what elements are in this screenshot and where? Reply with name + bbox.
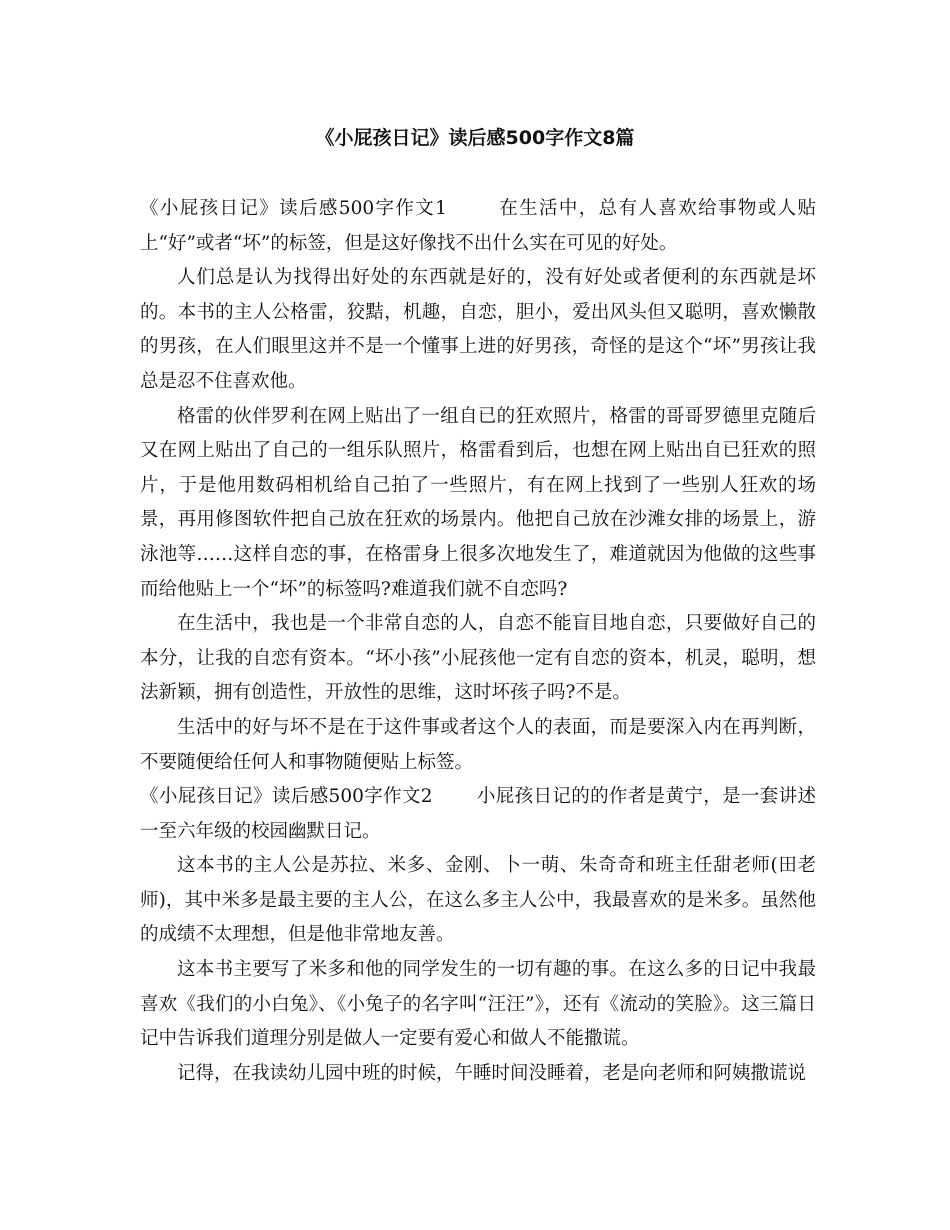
essay-2-heading: 《小屁孩日记》读后感500字作文2	[140, 786, 433, 808]
essay-2-paragraph-3: 记得，在我读幼儿园中班的时候，午睡时间没睡着，老是向老师和阿姨撒谎说	[177, 1062, 807, 1084]
essay-2-paragraph-1: 这本书的主人公是苏拉、米多、金刚、卜一萌、朱奇奇和班主任甜老师(田老师)，其中米多是最主要的主人公，在这么多主人公中，我最喜欢的是米多。虽然他的成绩不太理想，但是他非常地友善。	[140, 855, 816, 946]
essay-2-paragraph-2: 这本书主要写了米多和他的同学发生的一切有趣的事。在这么多的日记中我最喜欢《我们的小白兔》、《小兔子的名字叫“汪汪”》，还有《流动的笑脸》。这三篇日记中告诉我们道理分别是做人一定要有爱心和做人不能撒谎。	[140, 959, 816, 1050]
essay-1-paragraph-4: 生活中的好与坏不是在于这件事或者这个人的表面，而是要深入内在再判断，不要随便给任何人和事物随便贴上标签。	[140, 716, 816, 773]
essay-2-first-text: 小屁孩日记的的作者是黄宁，是一套讲述一至六年级的校园幽默日记。	[140, 786, 816, 842]
essay-1-heading: 《小屁孩日记》读后感500字作文1	[140, 198, 447, 219]
essay-1-paragraph-3: 在生活中，我也是一个非常自恋的人，自恋不能盲目地自恋，只要做好自己的本分，让我的自恋有资本。“坏小孩”小屁孩他一定有自恋的资本，机灵，聪明，想法新颖，拥有创造性，开放性的思维，这时坏孩子吗?不是。	[140, 613, 816, 704]
document-body	[140, 192, 816, 1091]
essay-2-first-paragraph	[140, 780, 816, 849]
essay-1-first-paragraph	[140, 192, 816, 261]
essay-1-paragraph-2: 格雷的伙伴罗利在网上贴出了一组自已的狂欢照片，格雷的哥哥罗德里克随后又在网上贴出了自己的一组乐队照片，格雷看到后，也想在网上贴出自已狂欢的照片，于是他用数码相机给自己拍了一些照片，有在网上找到了一些别人狂欢的场景，再用修图软件把自己放在狂欢的场景内。他把自己放在沙滩女排的场景上，游泳池等……这样自恋的事，在格雷身上很多次地发生了，难道就因为他做的这些事而给他贴上一个“坏”的标签吗?难道我们就不自恋吗?	[140, 405, 816, 600]
essay-1-first-text: 在生活中，总有人喜欢给事物或人贴上“好”或者“坏”的标签，但是这好像找不出什么实在可见的好处。	[140, 198, 816, 254]
document-title: 《小屁孩日记》读后感500字作文8篇	[315, 127, 635, 149]
essay-1-paragraph-1: 人们总是认为找得出好处的东西就是好的，没有好处或者便利的东西就是坏的。本书的主人公格雷，狡黠，机趣，自恋，胆小，爱出风头但又聪明，喜欢懒散的男孩，在人们眼里这并不是一个懂事上进的好男孩，奇怪的是这个“坏”男孩让我总是忍不住喜欢他。	[140, 267, 816, 392]
